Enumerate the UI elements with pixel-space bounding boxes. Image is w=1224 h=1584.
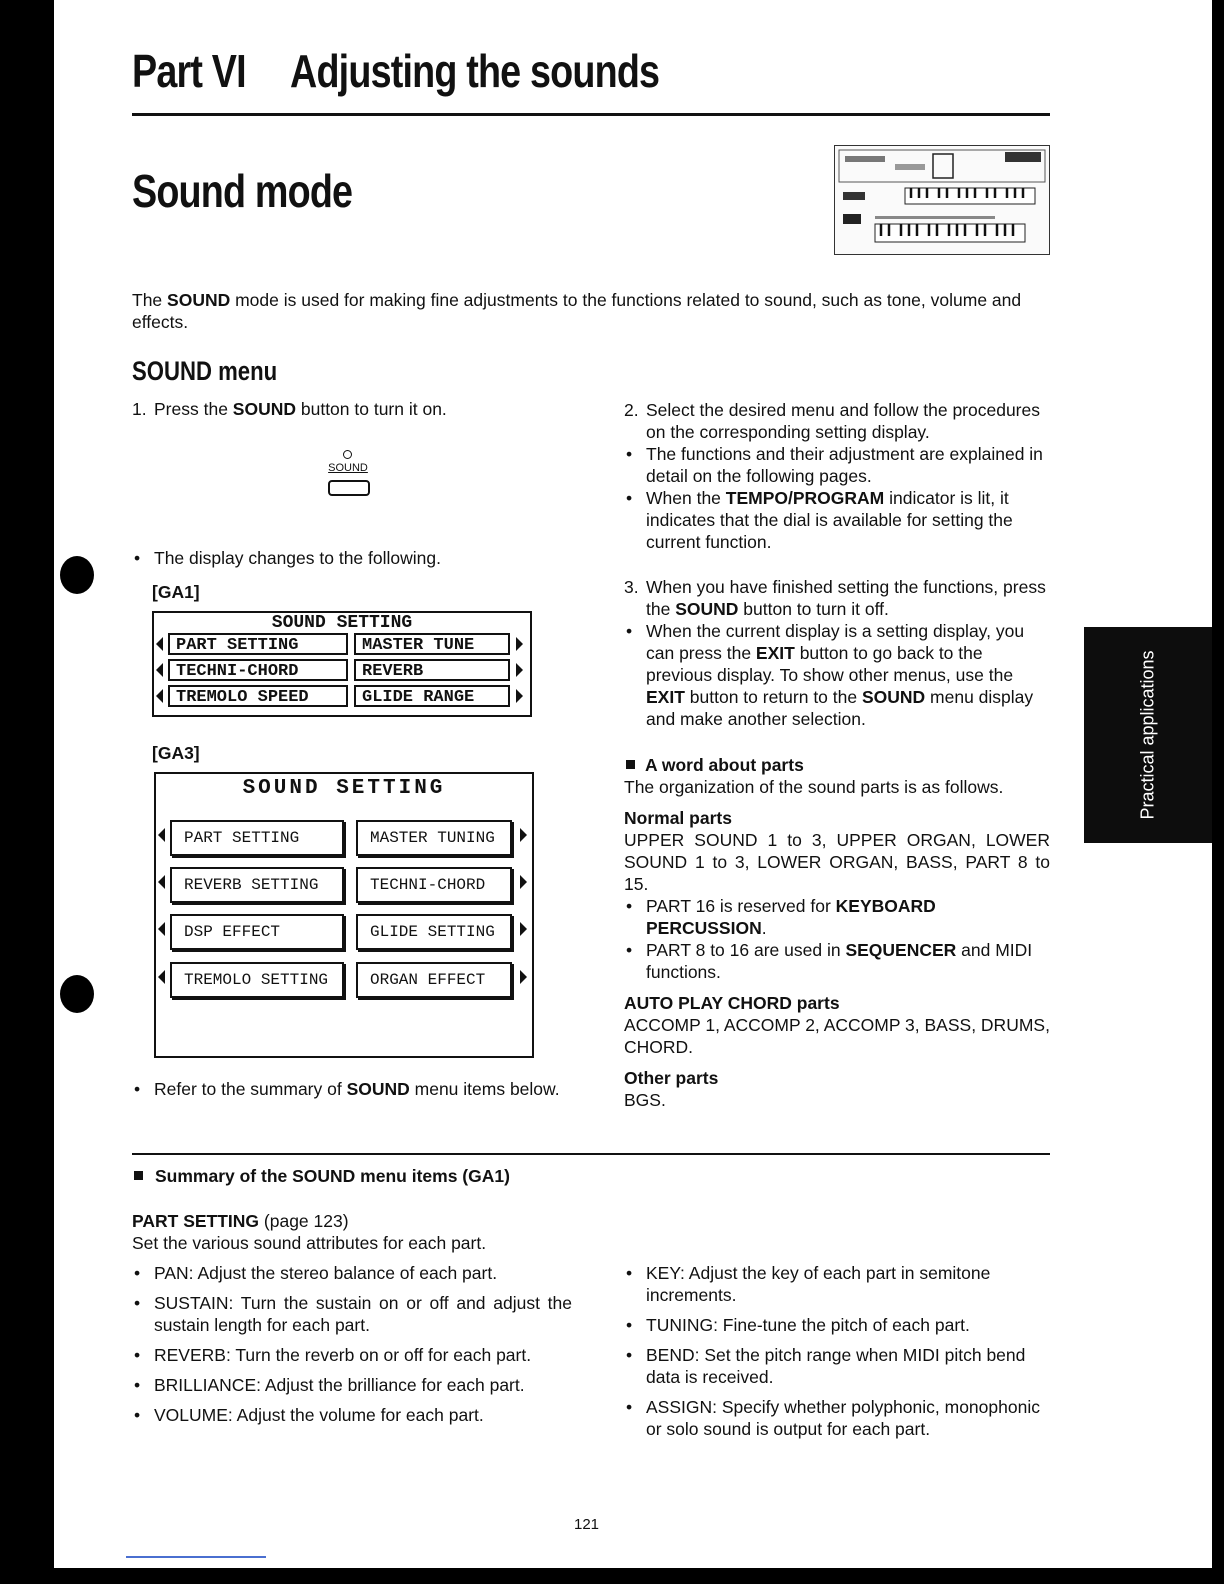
step-3-text-c: button to go back to the previous display. To show other menus, use the (646, 643, 1014, 685)
nb2-text: PART 8 to 16 are used in (646, 940, 846, 960)
ga3-display (154, 772, 534, 1058)
part-setting-desc: Set the various sound attributes for each part. (132, 1233, 487, 1253)
step-3-text-end: button to turn it off. (738, 599, 889, 619)
step-3-text-a: When the current display is a setting display, you can press the (646, 621, 1025, 663)
ga1-display (152, 611, 532, 717)
normal-parts-bullets (624, 895, 1050, 983)
punch-hole (60, 556, 94, 594)
normal-parts-bullet-1 (624, 895, 1050, 939)
right-arrow-icon (516, 689, 523, 703)
left-arrow-icon (156, 663, 163, 677)
summary-left-list (132, 1262, 572, 1426)
step-3-text-e: button to return to the (684, 687, 862, 707)
header-rule (132, 113, 1050, 116)
step-3-text-g: menu display and make another selection. (646, 687, 1034, 729)
step-3-bold: SOUND (675, 599, 739, 619)
step-1-text: Press the (154, 399, 233, 419)
ga1-master-tune[interactable]: MASTER TUNE (354, 633, 510, 655)
step-2-bullet-2-bold: TEMPO/PROGRAM (725, 488, 885, 508)
intro-text: The (132, 290, 168, 310)
display-note (132, 547, 572, 569)
manual-page (54, 0, 1212, 1568)
ga3-master-tuning[interactable]: MASTER TUNING (356, 820, 512, 856)
ga3-organ-effect[interactable]: ORGAN EFFECT (356, 962, 512, 998)
ga1-techni-chord[interactable]: TECHNI-CHORD (168, 659, 348, 681)
step-2-number: 2. (624, 400, 639, 420)
summary-item-assign: • ASSIGN: Specify whether polyphonic, monophonic or solo sound is output for each part. (624, 1396, 1050, 1440)
summary-heading (132, 1165, 510, 1187)
parts-heading (624, 754, 1050, 776)
step-3-exit-2: EXIT (646, 687, 685, 707)
part-setting-line (132, 1210, 572, 1232)
ga1-reverb[interactable]: REVERB (354, 659, 510, 681)
page-number: 121 (574, 1516, 600, 1533)
parts-section (624, 754, 1050, 1111)
summary-heading-text: Summary of the SOUND menu items (GA1) (155, 1166, 510, 1186)
parts-heading-text: A word about parts (645, 755, 804, 775)
step-1 (132, 398, 594, 420)
summary-item-bend: • BEND: Set the pitch range when MIDI pitch bend data is received. (624, 1344, 1050, 1388)
right-arrow-icon (520, 922, 527, 936)
step-2-bullet-1: • The functions and their adjustment are explained in detail on the following pages. (624, 443, 1050, 487)
normal-parts-bullet-2 (624, 939, 1050, 983)
right-arrow-icon (520, 970, 527, 984)
normal-parts-text: UPPER SOUND 1 to 3, UPPER ORGAN, LOWER SOUND 1 to 3, LOWER ORGAN, BASS, PART 8 to 15. (624, 830, 1050, 894)
left-arrow-icon (158, 970, 165, 984)
normal-parts-heading: Normal parts (624, 808, 732, 828)
ga1-tremolo-speed[interactable]: TREMOLO SPEED (168, 685, 348, 707)
bottom-mark (126, 1556, 266, 1558)
ga3-part-setting[interactable]: PART SETTING (170, 820, 344, 856)
right-arrow-icon (516, 663, 523, 677)
part-title: Adjusting the sounds (290, 45, 660, 97)
nb2-end: and MIDI functions. (646, 940, 1033, 982)
step-3-block (624, 576, 1050, 730)
ga1-label: [GA1] (152, 582, 200, 602)
keyboard-panel-thumbnail (834, 145, 1050, 255)
step-3-bullets (624, 620, 1050, 730)
step-3-bullet-1 (624, 620, 1050, 730)
ga3-label: [GA3] (152, 743, 200, 763)
summary-item-sustain: • SUSTAIN: Turn the sustain on or off and adjust the sustain length for each part. (132, 1292, 572, 1336)
square-bullet-icon (134, 1171, 143, 1180)
step-1-text-end: button to turn it on. (296, 399, 447, 419)
parts-intro: The organization of the sound parts is as follows. (624, 777, 1004, 797)
refer-text: Refer to the summary of (154, 1079, 347, 1099)
summary-item-volume: • VOLUME: Adjust the volume for each part. (132, 1404, 572, 1426)
refer-note-item (132, 1078, 572, 1100)
step-3-sound: SOUND (861, 687, 926, 707)
nb1-end: . (761, 918, 767, 938)
left-arrow-icon (156, 689, 163, 703)
step-2-bullet-2-text: When the (646, 488, 726, 508)
step-2 (624, 399, 1050, 443)
step-3-exit-1: EXIT (755, 643, 795, 663)
punch-hole (60, 975, 94, 1013)
summary-item-reverb: • REVERB: Turn the reverb on or off for each part. (132, 1344, 572, 1366)
summary-item-brilliance: • BRILLIANCE: Adjust the brilliance for each part. (132, 1374, 572, 1396)
summary-rule (132, 1153, 1050, 1155)
other-parts-text: BGS. (624, 1090, 666, 1110)
nb2-bold: SEQUENCER (845, 940, 957, 960)
right-arrow-icon (516, 637, 523, 651)
auto-play-heading: AUTO PLAY CHORD parts (624, 993, 840, 1013)
part-number: Part VI (132, 45, 246, 97)
ga3-dsp-effect[interactable]: DSP EFFECT (170, 914, 344, 950)
ga3-techni-chord[interactable]: TECHNI-CHORD (356, 867, 512, 903)
summary-left (132, 1210, 572, 1426)
left-arrow-icon (158, 875, 165, 889)
part-setting-title: PART SETTING (132, 1211, 260, 1231)
sound-button[interactable] (318, 450, 378, 500)
menu-heading: SOUND menu (132, 356, 278, 386)
summary-item-tuning: • TUNING: Fine-tune the pitch of each part. (624, 1314, 1050, 1336)
nb1-bold: KEYBOARD PERCUSSION (646, 896, 936, 938)
intro-text-end: mode is used for making fine adjustments to the functions related to sound, such as tone, volume and effects. (132, 290, 1022, 332)
summary-right (624, 1262, 1050, 1440)
left-arrow-icon (158, 922, 165, 936)
left-arrow-icon (158, 828, 165, 842)
intro-bold: SOUND (167, 290, 231, 310)
button-key-icon (328, 480, 370, 496)
square-bullet-icon (626, 760, 635, 769)
summary-item-pan: • PAN: Adjust the stereo balance of each part. (132, 1262, 572, 1284)
part-heading (132, 44, 659, 98)
sound-button-label: SOUND (328, 462, 368, 474)
refer-note (132, 1078, 572, 1100)
summary-right-list (624, 1262, 1050, 1440)
step-2-text: Select the desired menu and follow the procedures on the corresponding setting display. (646, 400, 1040, 442)
display-note-item: • The display changes to the following. (132, 547, 572, 569)
refer-bold: SOUND (346, 1079, 410, 1099)
part-setting-page-ref: (page 123) (259, 1211, 349, 1231)
intro-paragraph (132, 289, 1050, 333)
step-3-number: 3. (624, 577, 639, 597)
right-arrow-icon (520, 875, 527, 889)
ga3-reverb-setting[interactable]: REVERB SETTING (170, 867, 344, 903)
summary-item-key: • KEY: Adjust the key of each part in semitone increments. (624, 1262, 1050, 1306)
ga1-display-title: SOUND SETTING (271, 613, 413, 633)
ga3-tremolo-setting[interactable]: TREMOLO SETTING (170, 962, 344, 998)
step-1-bold: SOUND (232, 399, 296, 419)
left-arrow-icon (156, 637, 163, 651)
nb1-text: PART 16 is reserved for (646, 896, 836, 916)
ga1-glide-range[interactable]: GLIDE RANGE (354, 685, 510, 707)
step-1-number: 1. (132, 399, 147, 419)
ga3-display-title: SOUND SETTING (242, 777, 446, 800)
step-3-text: When you have finished setting the functions, press the (646, 577, 1046, 619)
side-tab (1084, 627, 1212, 843)
other-parts-heading: Other parts (624, 1068, 719, 1088)
ga3-glide-setting[interactable]: GLIDE SETTING (356, 914, 512, 950)
refer-text-end: menu items below. (409, 1079, 560, 1099)
section-title: Sound mode (132, 165, 353, 217)
side-tab-label: Practical applications (1137, 650, 1158, 820)
step-3 (624, 576, 1050, 620)
step-2-bullets (624, 443, 1050, 553)
right-arrow-icon (520, 828, 527, 842)
indicator-led-icon (343, 450, 352, 459)
step-2-block (624, 399, 1050, 553)
ga1-part-setting[interactable]: PART SETTING (168, 633, 348, 655)
step-2-bullet-2-end: indicator is lit, it indicates that the dial is available for setting the current function. (646, 488, 1013, 552)
step-2-bullet-2 (624, 487, 1050, 553)
auto-play-text: ACCOMP 1, ACCOMP 2, ACCOMP 3, BASS, DRUMS, CHORD. (624, 1015, 1050, 1057)
